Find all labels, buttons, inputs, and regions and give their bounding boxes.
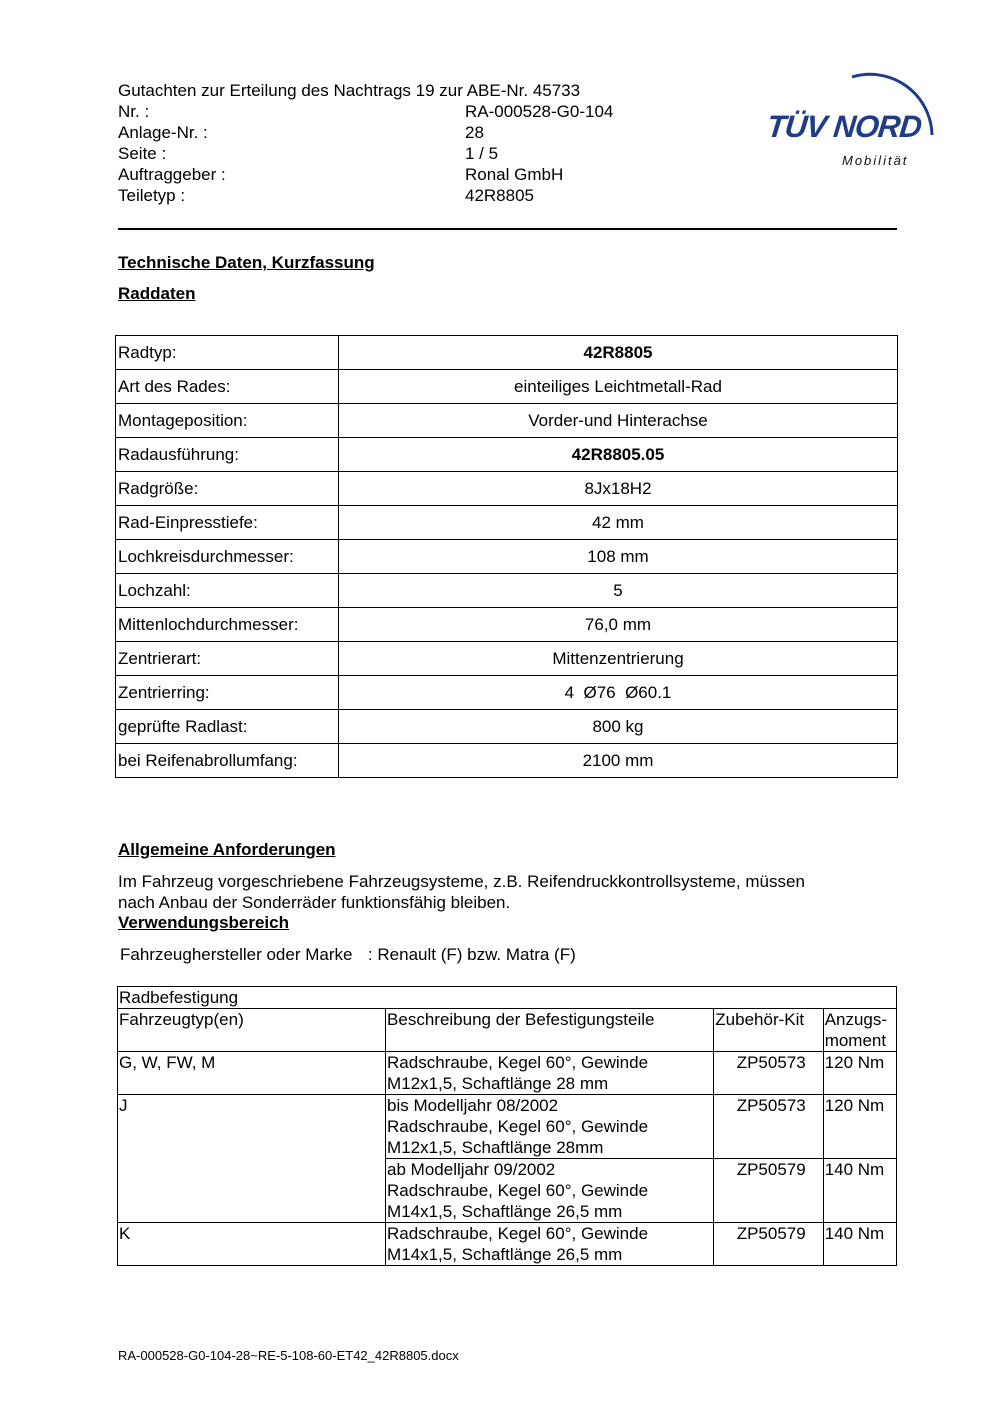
description-line: M12x1,5, Schaftlänge 28 mm	[387, 1074, 609, 1093]
description-line: Radschraube, Kegel 60°, Gewinde	[387, 1181, 649, 1200]
header-label: Seite :	[118, 144, 167, 163]
header-field-anlage	[118, 122, 484, 143]
header-value: 28	[465, 123, 484, 142]
footer-filename: RA-000528-G0-104-28~RE-5-108-60-ET42_42R8805.docx	[118, 1348, 459, 1363]
header-torque	[823, 1009, 896, 1052]
header-label: Anlage-Nr. :	[118, 123, 208, 142]
header-value: Ronal GmbH	[465, 165, 564, 184]
table-row	[116, 370, 898, 404]
table-title: Radbefestigung	[118, 987, 897, 1009]
header-field-seite	[118, 143, 499, 164]
row-value: 76,0 mm	[339, 608, 898, 642]
row-value: 8Jx18H2	[339, 472, 898, 506]
header-value: 42R8805	[465, 186, 535, 205]
table-row	[116, 676, 898, 710]
table-title-row	[118, 987, 897, 1009]
row-value: 42 mm	[339, 506, 898, 540]
header-label: Teiletyp :	[118, 186, 186, 205]
vehicle-type-cell: K	[118, 1223, 386, 1266]
description-cell	[386, 1052, 714, 1095]
description-line: Radschraube, Kegel 60°, Gewinde	[387, 1117, 649, 1136]
header-description: Beschreibung der Befestigungsteile	[386, 1009, 714, 1052]
header-value: RA-000528-G0-104	[465, 102, 614, 121]
manufacturer-label: Fahrzeughersteller oder Marke	[120, 945, 353, 964]
document-title: Gutachten zur Erteilung des Nachtrags 19 zur ABE-Nr. 45733	[118, 81, 581, 100]
header-torque-line1: Anzugs-	[824, 1010, 888, 1029]
row-value: einteiliges Leichtmetall-Rad	[339, 370, 898, 404]
table-row	[116, 472, 898, 506]
torque-cell: 120 Nm	[823, 1095, 896, 1159]
header-divider	[118, 228, 897, 230]
row-label: Lochzahl:	[116, 574, 339, 608]
table-row	[118, 1095, 897, 1159]
table-row	[116, 336, 898, 370]
section-heading-usage: Verwendungsbereich	[118, 913, 289, 932]
row-value: 800 kg	[339, 710, 898, 744]
table-row	[116, 642, 898, 676]
row-value: Vorder-und Hinterachse	[339, 404, 898, 438]
header-vehicle-type: Fahrzeugtyp(en)	[118, 1009, 386, 1052]
row-label: Mittenlochdurchmesser:	[116, 608, 339, 642]
header-value: 1 / 5	[465, 144, 499, 163]
description-cell	[386, 1159, 714, 1223]
table-row	[116, 404, 898, 438]
row-label: Radtyp:	[116, 336, 339, 370]
table-row	[116, 744, 898, 778]
manufacturer-line	[120, 944, 576, 965]
row-value: 5	[339, 574, 898, 608]
wheel-data-table	[115, 335, 898, 778]
description-line: Radschraube, Kegel 60°, Gewinde	[387, 1053, 649, 1072]
row-label: Radgröße:	[116, 472, 339, 506]
kit-cell: ZP50579	[714, 1159, 823, 1223]
description-line: bis Modelljahr 08/2002	[387, 1096, 559, 1115]
table-row	[116, 608, 898, 642]
row-value: 108 mm	[339, 540, 898, 574]
table-row	[116, 710, 898, 744]
header-kit: Zubehör-Kit	[714, 1009, 823, 1052]
row-value: 2100 mm	[339, 744, 898, 778]
description-line: Radschraube, Kegel 60°, Gewinde	[387, 1224, 649, 1243]
header-field-teiletyp	[118, 185, 535, 206]
row-value: Mittenzentrierung	[339, 642, 898, 676]
kit-cell: ZP50573	[714, 1052, 823, 1095]
description-line: M14x1,5, Schaftlänge 26,5 mm	[387, 1202, 623, 1221]
description-line: M14x1,5, Schaftlänge 26,5 mm	[387, 1245, 623, 1264]
table-row	[118, 1052, 897, 1095]
header-torque-line2: moment	[824, 1031, 887, 1050]
manufacturer-separator: :	[367, 945, 373, 964]
table-row	[116, 438, 898, 472]
vehicle-type-cell: G, W, FW, M	[118, 1052, 386, 1095]
header-label: Auftraggeber :	[118, 165, 226, 184]
row-label: Zentrierring:	[116, 676, 339, 710]
row-label: Art des Rades:	[116, 370, 339, 404]
torque-cell: 140 Nm	[823, 1223, 896, 1266]
row-label: Montageposition:	[116, 404, 339, 438]
row-label: bei Reifenabrollumfang:	[116, 744, 339, 778]
table-row	[118, 1223, 897, 1266]
manufacturer-value: Renault (F) bzw. Matra (F)	[377, 945, 576, 964]
vehicle-type-cell: J	[118, 1095, 386, 1223]
kit-cell: ZP50579	[714, 1223, 823, 1266]
description-cell	[386, 1095, 714, 1159]
wheel-fixing-table	[117, 986, 897, 1266]
row-label: Zentrierart:	[116, 642, 339, 676]
torque-cell: 140 Nm	[823, 1159, 896, 1223]
table-row	[116, 506, 898, 540]
logo-wordmark: TÜV NORD	[765, 109, 923, 144]
section-heading-tech: Technische Daten, Kurzfassung	[118, 253, 375, 272]
row-label: Radausführung:	[116, 438, 339, 472]
tuv-nord-logo	[762, 55, 942, 175]
description-line: ab Modelljahr 09/2002	[387, 1160, 556, 1179]
row-value: 42R8805	[339, 336, 898, 370]
table-header-row	[118, 1009, 897, 1052]
row-label: Lochkreisdurchmesser:	[116, 540, 339, 574]
description-cell	[386, 1223, 714, 1266]
logo-subtitle: Mobilität	[842, 153, 909, 168]
header-label: Nr. :	[118, 102, 150, 121]
header-field-auftraggeber	[118, 164, 564, 185]
kit-cell: ZP50573	[714, 1095, 823, 1159]
general-text-line1: Im Fahrzeug vorgeschriebene Fahrzeugsysteme, z.B. Reifendruckkontrollsysteme, müssen	[118, 872, 805, 891]
section-heading-general: Allgemeine Anforderungen	[118, 840, 336, 859]
description-line: M12x1,5, Schaftlänge 28mm	[387, 1138, 604, 1157]
table-row	[116, 574, 898, 608]
row-label: geprüfte Radlast:	[116, 710, 339, 744]
header-field-nr	[118, 101, 614, 122]
torque-cell: 120 Nm	[823, 1052, 896, 1095]
section-subheading-raddaten: Raddaten	[118, 284, 196, 303]
row-label: Rad-Einpresstiefe:	[116, 506, 339, 540]
general-text-line2: nach Anbau der Sonderräder funktionsfähig bleiben.	[118, 893, 511, 912]
row-value: 4 Ø76 Ø60.1	[339, 676, 898, 710]
table-row	[116, 540, 898, 574]
row-value: 42R8805.05	[339, 438, 898, 472]
